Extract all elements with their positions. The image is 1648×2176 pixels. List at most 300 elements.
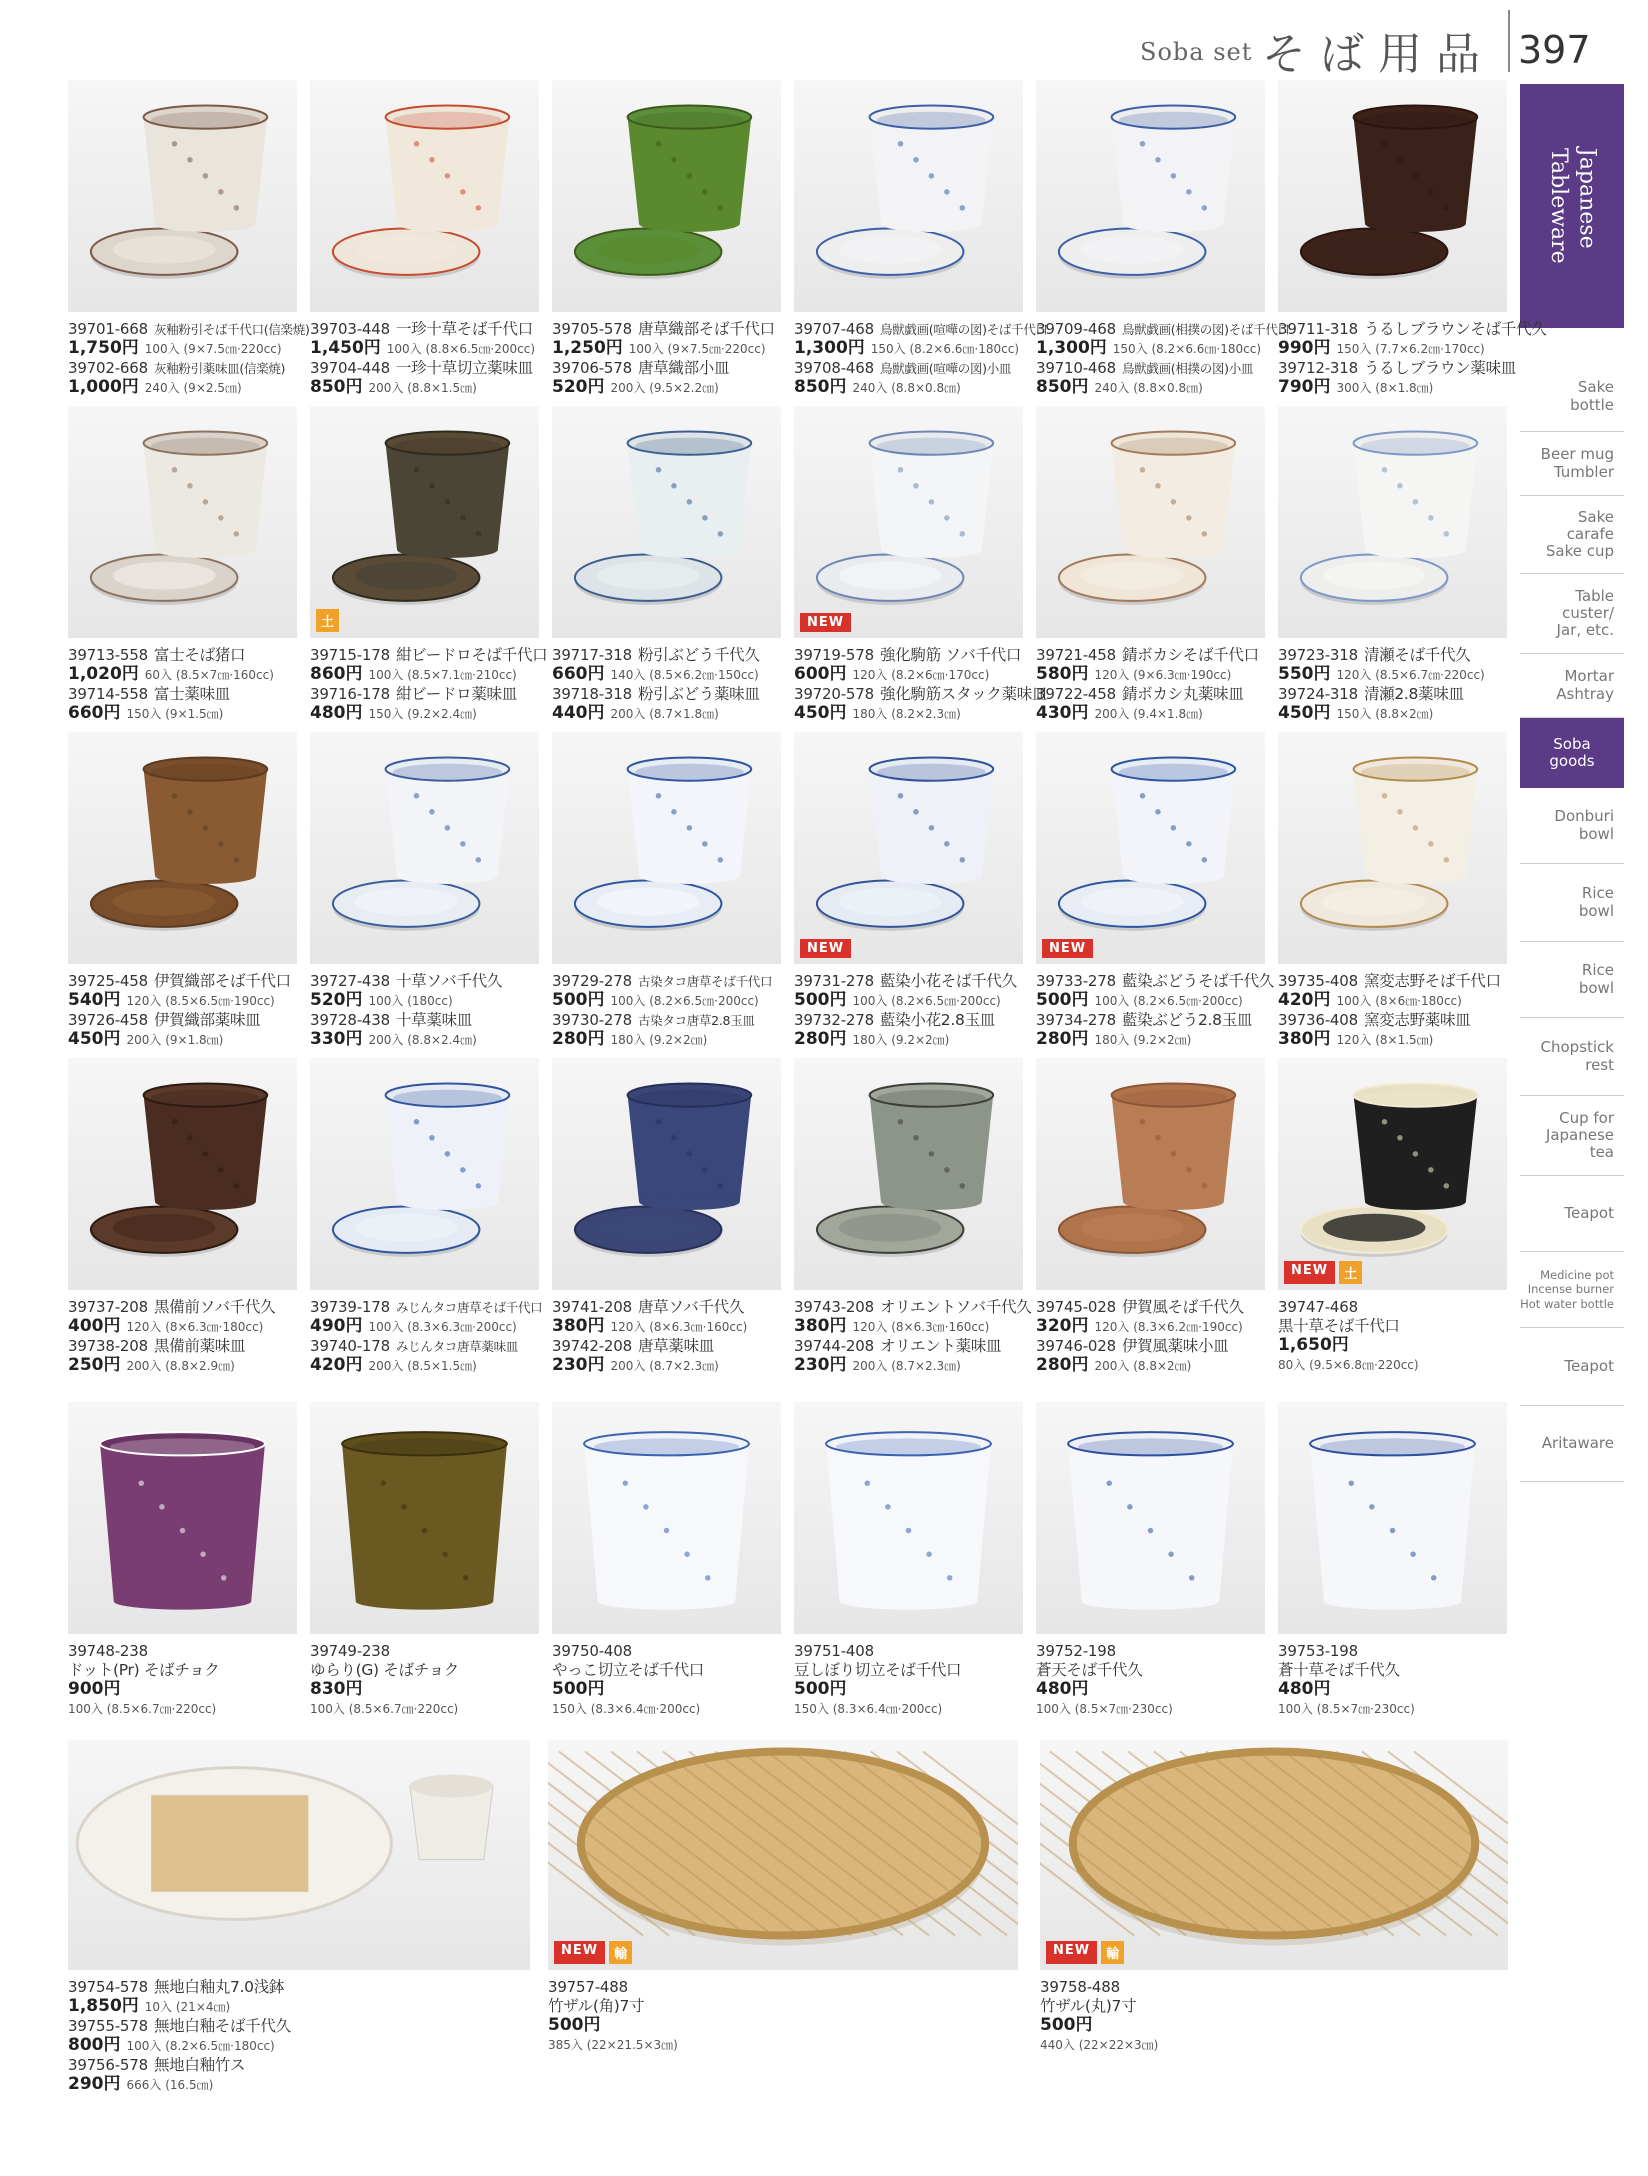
product-name: ドット(Pr) そばチョク xyxy=(68,1661,220,1679)
product-photo xyxy=(1036,732,1265,964)
product-name: 窯変志野そば千代口 xyxy=(1363,972,1501,990)
product-photo-art xyxy=(68,406,297,638)
section-title-jp: そば用品 xyxy=(1262,29,1494,80)
product-pack-size: 100入 (8.5×7㎝·230cc) xyxy=(1278,1702,1415,1716)
product-pack-size: 100入 (8.5×6.7㎝·220cc) xyxy=(68,1702,217,1716)
material-badge: 輸 xyxy=(609,1941,632,1964)
product-pack-size: 150入 (8.2×6.6㎝·180cc) xyxy=(870,342,1020,356)
product-name: 清瀬そば千代久 xyxy=(1363,646,1471,664)
product-price: 440円 xyxy=(552,703,605,723)
product-photo xyxy=(68,732,297,964)
product-info xyxy=(68,1298,275,1376)
product-photo xyxy=(794,1058,1023,1290)
product-code: 39707-468 xyxy=(794,320,874,338)
product-price: 850円 xyxy=(794,377,847,397)
product-price: 500円 xyxy=(548,2015,601,2035)
product-photo xyxy=(794,80,1023,312)
product-info xyxy=(68,1978,291,2095)
product-pack-size: 180入 (9.2×2㎝) xyxy=(852,1033,950,1047)
product-pack-size: 150入 (8.2×6.6㎝·180cc) xyxy=(1112,342,1262,356)
product-name: 富士薬味皿 xyxy=(153,685,230,703)
product-name: 十草薬味皿 xyxy=(395,1011,472,1029)
product-photo xyxy=(552,1402,781,1634)
product-name: 窯変志野薬味皿 xyxy=(1363,1011,1471,1029)
product-photo-art xyxy=(794,1402,1023,1634)
product-price: 490円 xyxy=(310,1316,363,1336)
side-index-item[interactable]: Rice bowl xyxy=(1520,864,1624,942)
product-photo-art xyxy=(552,1402,781,1634)
product-price: 1,020円 xyxy=(68,664,139,684)
product-price: 1,300円 xyxy=(794,338,865,358)
category-tab-label: Japanese Tableware xyxy=(1546,148,1600,264)
side-index-item[interactable]: Cup for Japanese tea xyxy=(1520,1096,1624,1176)
product-price: 380円 xyxy=(552,1316,605,1336)
product-photo-art xyxy=(552,406,781,638)
product-pack-size: 666入 (16.5㎝) xyxy=(126,2078,214,2092)
product-name: 粉引ぶどう薬味皿 xyxy=(637,685,760,703)
product-pack-size: 100入 (8.2×6.5㎝·200cc) xyxy=(1094,994,1243,1008)
product-photo xyxy=(1278,732,1507,964)
product-pack-size: 200入 (9.5×2.2㎝) xyxy=(610,381,719,395)
product-pack-size: 100入 (8.2×6.5㎝·200cc) xyxy=(610,994,759,1008)
product-photo-art xyxy=(310,406,539,638)
product-code: 39728-438 xyxy=(310,1011,390,1029)
product-price: 850円 xyxy=(310,377,363,397)
product-code: 39738-208 xyxy=(68,1337,148,1355)
product-photo-art xyxy=(794,732,1023,964)
side-index-item[interactable]: Donburi bowl xyxy=(1520,788,1624,864)
product-price: 320円 xyxy=(1036,1316,1089,1336)
product-name: 粉引ぶどう千代久 xyxy=(637,646,760,664)
product-name: ゆらり(G) そばチョク xyxy=(310,1661,459,1679)
product-name: 富士そば猪口 xyxy=(153,646,246,664)
product-name: 古染タコ唐草そば千代口 xyxy=(637,974,773,989)
product-info xyxy=(1036,646,1259,724)
product-photo xyxy=(1036,1402,1265,1634)
product-info xyxy=(1278,1298,1419,1375)
product-name: 一珍十草切立薬味皿 xyxy=(395,359,533,377)
product-name: みじんタコ唐草薬味皿 xyxy=(395,1339,518,1354)
product-price: 580円 xyxy=(1036,664,1089,684)
product-name: 藍染ぶどう2.8玉皿 xyxy=(1121,1011,1253,1029)
product-pack-size: 100入 (8.5×7㎝·230cc) xyxy=(1036,1702,1173,1716)
product-photo xyxy=(552,406,781,638)
product-code: 39710-468 xyxy=(1036,359,1116,377)
product-price: 500円 xyxy=(1040,2015,1093,2035)
product-price: 540円 xyxy=(68,990,121,1010)
product-info xyxy=(68,646,274,724)
side-index-item[interactable]: Aritaware xyxy=(1520,1406,1624,1482)
product-photo-art xyxy=(310,1402,539,1634)
product-name: やっこ切立そば千代口 xyxy=(552,1661,705,1679)
product-pack-size: 100入 (8.5×6.7㎝·220cc) xyxy=(310,1702,459,1716)
product-info xyxy=(310,1642,459,1719)
product-photo xyxy=(794,732,1023,964)
product-code: 39717-318 xyxy=(552,646,632,664)
product-photo-art xyxy=(794,1058,1023,1290)
product-price: 250円 xyxy=(68,1355,121,1375)
page-number: 397 xyxy=(1518,28,1591,72)
product-name: 唐草織部そば千代口 xyxy=(637,320,775,338)
product-price: 500円 xyxy=(794,1679,847,1699)
product-photo-art xyxy=(1278,80,1507,312)
product-pack-size: 120入 (8.5×6.7㎝·220cc) xyxy=(1336,668,1485,682)
product-photo xyxy=(1278,406,1507,638)
product-code: 39739-178 xyxy=(310,1298,390,1316)
product-photo-art xyxy=(1036,80,1265,312)
product-photo xyxy=(68,406,297,638)
product-code: 39741-208 xyxy=(552,1298,632,1316)
product-name: 蒼天そば千代久 xyxy=(1036,1661,1143,1679)
product-code: 39709-468 xyxy=(1036,320,1116,338)
product-code: 39701-668 xyxy=(68,320,148,338)
material-badge: 土 xyxy=(316,609,339,632)
product-name: 灰釉粉引そば千代口(信楽焼) xyxy=(153,322,310,337)
product-price: 660円 xyxy=(68,703,121,723)
product-photo xyxy=(310,1402,539,1634)
product-price: 400円 xyxy=(68,1316,121,1336)
product-photo xyxy=(1278,80,1507,312)
product-pack-size: 120入 (8×6.3㎝·180cc) xyxy=(126,1320,264,1334)
new-badge: NEW xyxy=(800,939,851,958)
product-price: 800円 xyxy=(68,2035,121,2055)
product-name: 強化駒筋スタック薬味皿 xyxy=(879,685,1048,703)
product-pack-size: 120入 (8×6.3㎝·160cc) xyxy=(852,1320,990,1334)
product-code: 39720-578 xyxy=(794,685,874,703)
product-name: 伊賀風薬味小皿 xyxy=(1121,1337,1229,1355)
product-code: 39721-458 xyxy=(1036,646,1116,664)
product-badges xyxy=(1042,939,1093,958)
product-info xyxy=(552,320,775,398)
product-pack-size: 100入 (8.5×7.1㎝·210cc) xyxy=(368,668,517,682)
product-price: 850円 xyxy=(1036,377,1089,397)
product-photo-art xyxy=(68,1402,297,1634)
product-code: 39732-278 xyxy=(794,1011,874,1029)
product-pack-size: 100入 (9×7.5㎝·220cc) xyxy=(628,342,766,356)
product-name: 無地白釉そば千代久 xyxy=(153,2017,291,2035)
product-name: 竹ザル(丸)7寸 xyxy=(1040,1997,1137,2015)
side-index-item[interactable]: Sake bottle xyxy=(1520,362,1624,432)
product-name: 唐草織部小皿 xyxy=(637,359,730,377)
product-code: 39740-178 xyxy=(310,1337,390,1355)
product-code: 39711-318 xyxy=(1278,320,1358,338)
product-photo xyxy=(552,1058,781,1290)
product-photo-art xyxy=(1036,1058,1265,1290)
product-price: 660円 xyxy=(552,664,605,684)
product-price: 860円 xyxy=(310,664,363,684)
product-price: 990円 xyxy=(1278,338,1331,358)
product-name: 一珍十草そば千代口 xyxy=(395,320,533,338)
product-pack-size: 150入 (8.3×6.4㎝·200cc) xyxy=(552,1702,701,1716)
product-code: 39716-178 xyxy=(310,685,390,703)
product-photo xyxy=(552,732,781,964)
product-code: 39749-238 xyxy=(310,1642,390,1660)
product-code: 39758-488 xyxy=(1040,1978,1120,1996)
product-info xyxy=(310,646,547,724)
product-pack-size: 100入 (8.2×6.5㎝·180cc) xyxy=(126,2039,275,2053)
product-info xyxy=(68,1642,219,1719)
product-photo xyxy=(310,1058,539,1290)
product-photo-art xyxy=(1040,1740,1508,1970)
product-pack-size: 120入 (8.5×6.5㎝·190cc) xyxy=(126,994,275,1008)
new-badge: NEW xyxy=(1042,939,1093,958)
product-photo-art xyxy=(310,1058,539,1290)
product-pack-size: 150入 (7.7×6.2㎝·170cc) xyxy=(1336,342,1485,356)
product-code: 39703-448 xyxy=(310,320,390,338)
product-price: 520円 xyxy=(310,990,363,1010)
product-price: 900円 xyxy=(68,1679,121,1699)
product-code: 39731-278 xyxy=(794,972,874,990)
product-badges xyxy=(1284,1261,1362,1284)
product-code: 39726-458 xyxy=(68,1011,148,1029)
product-price: 290円 xyxy=(68,2074,121,2094)
product-pack-size: 385入 (22×21.5×3㎝) xyxy=(548,2038,678,2052)
product-info xyxy=(68,972,291,1050)
new-badge: NEW xyxy=(800,613,851,632)
product-price: 480円 xyxy=(310,703,363,723)
product-info xyxy=(1278,1642,1415,1719)
product-price: 1,000円 xyxy=(68,377,139,397)
product-code: 39729-278 xyxy=(552,972,632,990)
product-price: 430円 xyxy=(1036,703,1089,723)
product-price: 280円 xyxy=(1036,1029,1089,1049)
product-photo-art xyxy=(68,732,297,964)
product-badges xyxy=(1046,1941,1124,1964)
product-price: 1,650円 xyxy=(1278,1335,1349,1355)
product-photo xyxy=(1278,1058,1507,1290)
product-name: 紺ビードロそば千代口 xyxy=(395,646,548,664)
product-price: 480円 xyxy=(1278,1679,1331,1699)
product-pack-size: 200入 (8.7×2.3㎝) xyxy=(610,1359,719,1373)
product-photo-art xyxy=(1036,1402,1265,1634)
product-info xyxy=(794,646,1047,724)
product-pack-size: 240入 (8.8×0.8㎝) xyxy=(852,381,961,395)
product-pack-size: 150入 (9.2×2.4㎝) xyxy=(368,707,477,721)
product-photo xyxy=(68,1058,297,1290)
product-info xyxy=(548,1978,678,2055)
product-pack-size: 200入 (8.8×2.4㎝) xyxy=(368,1033,477,1047)
product-photo-art xyxy=(310,80,539,312)
product-pack-size: 120入 (8.3×6.2㎝·190cc) xyxy=(1094,1320,1243,1334)
side-index xyxy=(1520,362,1624,1482)
product-name: 十草ソバ千代久 xyxy=(395,972,503,990)
product-name: 黒十草そば千代口 xyxy=(1278,1317,1400,1335)
product-price: 500円 xyxy=(552,990,605,1010)
product-code: 39746-028 xyxy=(1036,1337,1116,1355)
product-code: 39751-408 xyxy=(794,1642,874,1660)
product-photo xyxy=(68,1402,297,1634)
side-index-item[interactable]: Chopstick rest xyxy=(1520,1018,1624,1096)
product-price: 550円 xyxy=(1278,664,1331,684)
product-photo xyxy=(1036,1058,1265,1290)
product-price: 830円 xyxy=(310,1679,363,1699)
product-code: 39736-408 xyxy=(1278,1011,1358,1029)
product-price: 230円 xyxy=(794,1355,847,1375)
product-photo-art xyxy=(794,406,1023,638)
product-photo xyxy=(68,80,297,312)
side-index-item[interactable]: Rice bowl xyxy=(1520,942,1624,1018)
product-code: 39754-578 xyxy=(68,1978,148,1996)
side-index-item[interactable]: Soba goods xyxy=(1520,718,1624,788)
product-photo xyxy=(310,732,539,964)
product-name: 鳥獣戯画(喧嘩の図)小皿 xyxy=(879,361,1012,376)
product-code: 39737-208 xyxy=(68,1298,148,1316)
product-photo xyxy=(1278,1402,1507,1634)
product-price: 480円 xyxy=(1036,1679,1089,1699)
side-index-item[interactable]: Sake carafe Sake cup xyxy=(1520,496,1624,574)
product-price: 600円 xyxy=(794,664,847,684)
product-price: 450円 xyxy=(1278,703,1331,723)
product-code: 39712-318 xyxy=(1278,359,1358,377)
product-photo xyxy=(548,1740,1018,1970)
product-pack-size: 150入 (8.3×6.4㎝·200cc) xyxy=(794,1702,943,1716)
product-price: 280円 xyxy=(1036,1355,1089,1375)
product-code: 39745-028 xyxy=(1036,1298,1116,1316)
product-pack-size: 200入 (8.7×2.3㎝) xyxy=(852,1359,961,1373)
product-pack-size: 140入 (8.5×6.2㎝·150cc) xyxy=(610,668,759,682)
product-pack-size: 240入 (9×2.5㎝) xyxy=(144,381,242,395)
product-pack-size: 200入 (8.8×1.5㎝) xyxy=(368,381,477,395)
product-name: 鳥獣戯画(相撲の図)小皿 xyxy=(1121,361,1254,376)
product-pack-size: 10入 (21×4㎝) xyxy=(144,2000,231,2014)
product-name: 鳥獣戯画(相撲の図)そば千代口 xyxy=(1121,322,1290,337)
product-pack-size: 60入 (8.5×7㎝·160cc) xyxy=(144,668,274,682)
product-name: 無地白釉丸7.0浅鉢 xyxy=(153,1978,285,1996)
product-info xyxy=(310,1298,542,1376)
product-name: 清瀬2.8薬味皿 xyxy=(1363,685,1464,703)
product-info xyxy=(1036,1642,1173,1719)
product-photo-art xyxy=(552,1058,781,1290)
product-info xyxy=(1036,320,1290,398)
product-info xyxy=(1036,1298,1244,1376)
new-badge: NEW xyxy=(554,1941,605,1964)
product-info xyxy=(1040,1978,1158,2055)
product-info xyxy=(794,1298,1031,1376)
new-badge: NEW xyxy=(1046,1941,1097,1964)
product-code: 39756-578 xyxy=(68,2056,148,2074)
product-price: 380円 xyxy=(794,1316,847,1336)
side-index-item[interactable]: Teapot xyxy=(1520,1176,1624,1252)
side-index-item[interactable]: Mortar Ashtray xyxy=(1520,654,1624,718)
product-photo-art xyxy=(68,1058,297,1290)
product-code: 39735-408 xyxy=(1278,972,1358,990)
product-code: 39702-668 xyxy=(68,359,148,377)
product-photo xyxy=(310,406,539,638)
product-price: 1,450円 xyxy=(310,338,381,358)
product-photo-art xyxy=(1036,406,1265,638)
product-name: 黒備前ソバ千代久 xyxy=(153,1298,276,1316)
product-code: 39722-458 xyxy=(1036,685,1116,703)
product-code: 39706-578 xyxy=(552,359,632,377)
product-photo xyxy=(1040,1740,1508,1970)
product-info xyxy=(794,320,1048,398)
product-pack-size: 200入 (8.7×1.8㎝) xyxy=(610,707,719,721)
product-code: 39753-198 xyxy=(1278,1642,1358,1660)
product-name: 鳥獣戯画(喧嘩の図)そば千代口 xyxy=(879,322,1048,337)
product-pack-size: 200入 (8.5×1.5㎝) xyxy=(368,1359,477,1373)
product-photo xyxy=(794,1402,1023,1634)
product-badges xyxy=(316,609,339,632)
product-pack-size: 100入 (8.8×6.5㎝·200cc) xyxy=(386,342,536,356)
product-pack-size: 100入 (8×6㎝·180cc) xyxy=(1336,994,1462,1008)
side-index-item[interactable]: Beer mug Tumbler xyxy=(1520,432,1624,496)
product-info xyxy=(552,972,772,1050)
product-pack-size: 200入 (9×1.8㎝) xyxy=(126,1033,224,1047)
product-price: 280円 xyxy=(552,1029,605,1049)
product-code: 39752-198 xyxy=(1036,1642,1116,1660)
product-name: 唐草薬味皿 xyxy=(637,1337,714,1355)
product-code: 39757-488 xyxy=(548,1978,628,1996)
product-price: 230円 xyxy=(552,1355,605,1375)
product-name: オリエントソバ千代久 xyxy=(879,1298,1032,1316)
product-name: 古染タコ唐草2.8玉皿 xyxy=(637,1013,755,1028)
side-index-item[interactable]: Medicine pot Incense burner Hot water bottle xyxy=(1520,1252,1624,1328)
product-pack-size: 180入 (9.2×2㎝) xyxy=(610,1033,708,1047)
product-price: 790円 xyxy=(1278,377,1331,397)
product-code: 39723-318 xyxy=(1278,646,1358,664)
product-code: 39750-408 xyxy=(552,1642,632,1660)
product-name: 豆しぼり切立そば千代口 xyxy=(794,1661,962,1679)
product-code: 39715-178 xyxy=(310,646,390,664)
product-info xyxy=(1278,972,1501,1050)
product-price: 330円 xyxy=(310,1029,363,1049)
product-name: 錆ボカシそば千代口 xyxy=(1121,646,1259,664)
product-code: 39733-278 xyxy=(1036,972,1116,990)
product-code: 39708-468 xyxy=(794,359,874,377)
product-pack-size: 150入 (8.8×2㎝) xyxy=(1336,707,1434,721)
product-name: 竹ザル(角)7寸 xyxy=(548,1997,645,2015)
material-badge: 土 xyxy=(1339,1261,1362,1284)
product-pack-size: 120入 (8.2×6㎝·170cc) xyxy=(852,668,990,682)
product-name: 灰釉粉引薬味皿(信楽焼) xyxy=(153,361,286,376)
product-photo-art xyxy=(1278,1058,1507,1290)
product-code: 39718-318 xyxy=(552,685,632,703)
product-badges xyxy=(554,1941,632,1964)
side-index-item[interactable]: Teapot xyxy=(1520,1328,1624,1406)
product-price: 500円 xyxy=(552,1679,605,1699)
category-tab[interactable] xyxy=(1520,84,1624,328)
product-price: 1,750円 xyxy=(68,338,139,358)
product-code: 39730-278 xyxy=(552,1011,632,1029)
product-info xyxy=(794,972,1017,1050)
product-info xyxy=(794,1642,961,1719)
product-code: 39755-578 xyxy=(68,2017,148,2035)
product-info xyxy=(1278,646,1485,724)
product-code: 39748-238 xyxy=(68,1642,148,1660)
product-photo-art xyxy=(310,732,539,964)
product-code: 39743-208 xyxy=(794,1298,874,1316)
product-info xyxy=(1036,972,1274,1050)
product-pack-size: 180入 (8.2×2.3㎝) xyxy=(852,707,961,721)
product-pack-size: 200入 (9.4×1.8㎝) xyxy=(1094,707,1203,721)
product-photo-art xyxy=(1278,732,1507,964)
product-info xyxy=(1278,320,1546,398)
product-pack-size: 120入 (9×6.3㎝·190cc) xyxy=(1094,668,1232,682)
side-index-item[interactable]: Table custer/ Jar, etc. xyxy=(1520,574,1624,654)
product-price: 280円 xyxy=(794,1029,847,1049)
product-code: 39705-578 xyxy=(552,320,632,338)
product-photo xyxy=(68,1740,530,1970)
product-pack-size: 200入 (8.8×2㎝) xyxy=(1094,1359,1192,1373)
product-name: 藍染小花2.8玉皿 xyxy=(879,1011,995,1029)
product-code: 39747-468 xyxy=(1278,1298,1358,1316)
product-photo-art xyxy=(1278,1402,1507,1634)
product-photo-art xyxy=(552,732,781,964)
product-code: 39719-578 xyxy=(794,646,874,664)
product-code: 39742-208 xyxy=(552,1337,632,1355)
product-code: 39714-558 xyxy=(68,685,148,703)
material-badge: 輸 xyxy=(1101,1941,1124,1964)
